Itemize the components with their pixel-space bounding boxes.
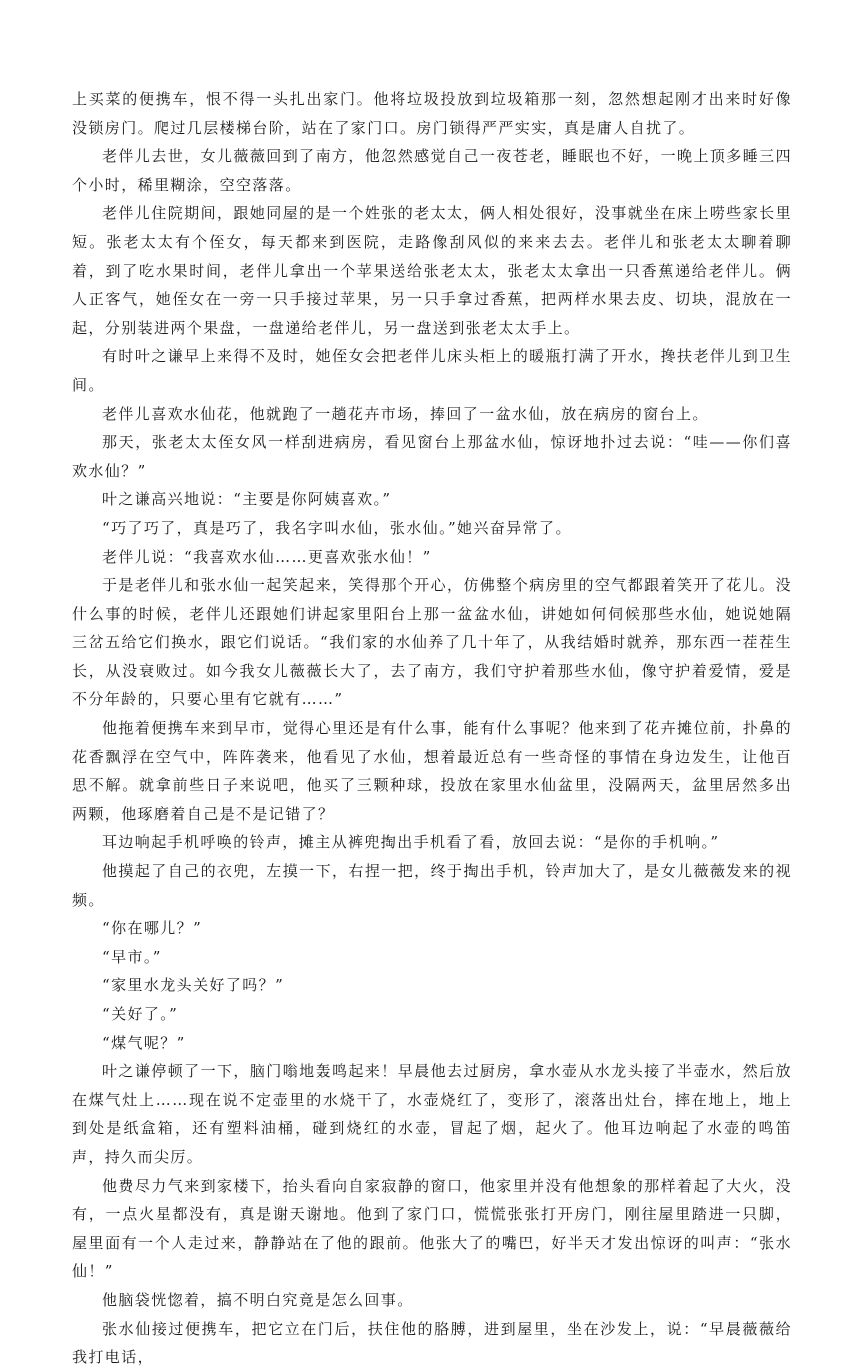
paragraph-6: 那天，张老太太侄女风一样刮进病房，看见窗台上那盆水仙，惊讶地扑过去说：“哇——你们喜欢水仙？” xyxy=(72,433,792,480)
paragraph-3: 老伴儿住院期间，跟她同屋的是一个姓张的老太太，俩人相处很好，没事就坐在床上唠些家长里短。张老太太有个侄女，每天都来到医院，走路像刮风似的来来去去。老伴儿和张老太太聊着聊着，到了吃水果时间，老伴儿拿出一个苹果送给张老太太，张老太太拿出一只香蕉递给老伴儿。俩人正客气，她侄女在一旁一只手接过苹果，另一只手拿过香蕉，把两样水果去皮、切块，混放在一起，分别装进两个果盘，一盘递给老伴儿，另一盘送到张老太太手上。 xyxy=(72,204,792,337)
paragraph-22: 张水仙接过便携车，把它立在门后，扶住他的胳膊，进到屋里，坐在沙发上，说：“早晨薇薇给我打电话， xyxy=(72,1319,792,1367)
paragraph-21: 他脑袋恍惚着，搞不明白究竟是怎么回事。 xyxy=(102,1290,414,1309)
paragraph-8: “巧了巧了，真是巧了，我名字叫水仙，张水仙。”她兴奋异常了。 xyxy=(102,518,572,537)
paragraph-17: “关好了。” xyxy=(102,1005,179,1023)
paragraph-13: 他摸起了自己的衣兜，左摸一下，右捏一把，终于掏出手机，铃声加大了，是女儿薇薇发来的视频。 xyxy=(72,862,792,909)
paragraph-7: 叶之谦高兴地说：“主要是你阿姨喜欢。” xyxy=(102,490,392,509)
paragraph-16: “家里水龙头关好了吗？” xyxy=(102,976,285,995)
article-body xyxy=(72,85,792,1372)
paragraph-15: “早市。” xyxy=(102,947,162,966)
paragraph-20: 他费尽力气来到家楼下，抬头看向自家寂静的窗口，他家里并没有他想象的那样着起了大火，没有，一点火星都没有，真是谢天谢地。他到了家门口，慌慌张张打开房门，刚往屋里踏进一只脚，屋里面有一个人走过来，静静站在了他的跟前。他张大了的嘴巴，好半天才发出惊讶的叫声：“张水仙！” xyxy=(72,1176,792,1281)
paragraph-19: 叶之谦停顿了一下，脑门嗡地轰鸣起来！早晨他去过厨房，拿水壶从水龙头接了半壶水，然后放在煤气灶上……现在说不定壶里的水烧干了，水壶烧红了，变形了，滚落出灶台，摔在地上，地上到处是纸盒箱，还有塑料油桶，碰到烧红的水壶，冒起了烟，起火了。他耳边响起了水壶的鸣笛声，持久而尖厉。 xyxy=(72,1062,792,1166)
paragraph-2: 老伴儿去世，女儿薇薇回到了南方，他忽然感觉自己一夜苍老，睡眠也不好，一晚上顶多睡三四个小时，稀里糊涂，空空落落。 xyxy=(72,147,792,194)
paragraph-1: 上买菜的便携车，恨不得一头扎出家门。他将垃圾投放到垃圾箱那一刻，忽然想起刚才出来时好像没锁房门。爬过几层楼梯台阶，站在了家门口。房门锁得严严实实，真是庸人自扰了。 xyxy=(72,90,792,137)
paragraph-12: 耳边响起手机呼唤的铃声，摊主从裤兜掏出手机看了看，放回去说：“是你的手机响。” xyxy=(102,833,720,852)
paragraph-14: “你在哪儿？” xyxy=(102,919,203,938)
paragraph-10: 于是老伴儿和张水仙一起笑起来，笑得那个开心，仿佛整个病房里的空气都跟着笑开了花儿。没什么事的时候，老伴儿还跟她们讲起家里阳台上那一盆盆水仙，讲她如何伺候那些水仙，她说她隔三岔五给它们换水，跟它们说话。“我们家的水仙养了几十年了，从我结婚时就养，那东西一茬茬生长，从没衰败过。如今我女儿薇薇长大了，去了南方，我们守护着那些水仙，像守护着爱情，爱是不分年龄的，只要心里有它就有……” xyxy=(72,576,792,709)
paragraph-5: 老伴儿喜欢水仙花，他就跑了一趟花卉市场，捧回了一盆水仙，放在病房的窗台上。 xyxy=(102,404,709,423)
paragraph-4: 有时叶之谦早上来得不及时，她侄女会把老伴儿床头柜上的暖瓶打满了开水，搀扶老伴儿到卫生间。 xyxy=(72,347,792,394)
paragraph-9: 老伴儿说：“我喜欢水仙……更喜欢张水仙！” xyxy=(102,547,432,566)
paragraph-11: 他拖着便携车来到早市，觉得心里还是有什么事，能有什么事呢？他来到了花卉摊位前，扑鼻的花香飘浮在空气中，阵阵袭来，他看见了水仙，想着最近总有一些奇怪的事情在身边发生，让他百思不解。就拿前些日子来说吧，他买了三颗种球，投放在家里水仙盆里，没隔两天，盆里居然多出两颗，他琢磨着自己是不是记错了？ xyxy=(72,719,792,823)
paragraph-18: “煤气呢？” xyxy=(102,1033,186,1052)
